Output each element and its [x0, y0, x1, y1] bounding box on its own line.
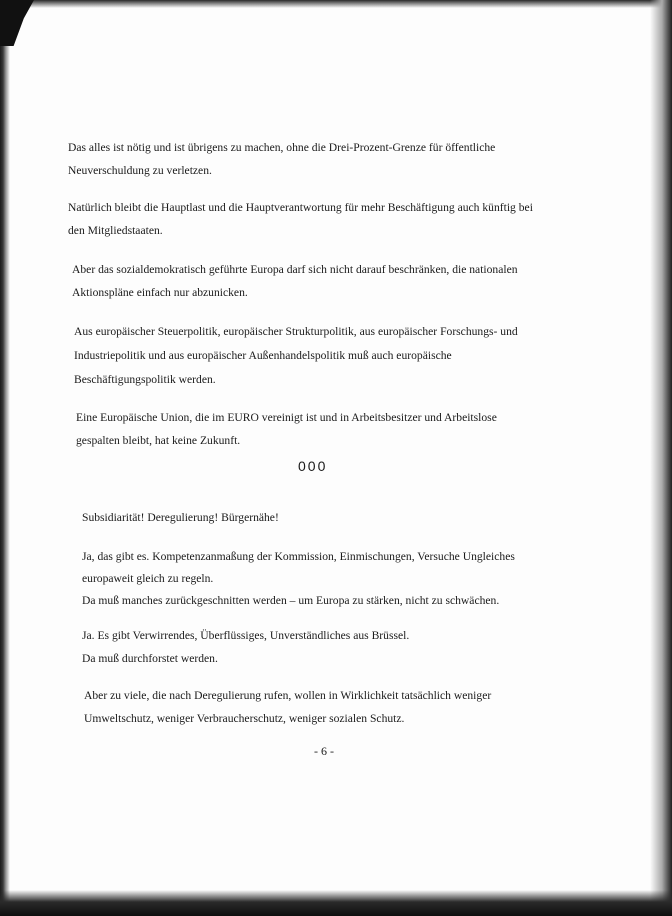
text-line: Aber das sozialdemokratisch geführte Europa darf sich nicht darauf beschränken, die nationalen	[72, 263, 518, 276]
text-line: Subsidiarität! Deregulierung! Bürgernähe!	[82, 511, 279, 524]
text-line: Neuverschuldung zu verletzen.	[68, 164, 212, 177]
paragraph-1	[68, 136, 495, 182]
scan-edge-top	[0, 0, 672, 8]
text-line: Umweltschutz, weniger Verbraucherschutz, weniger sozialen Schutz.	[84, 712, 405, 725]
text-line: Das alles ist nötig und ist übrigens zu machen, ohne die Drei-Prozent-Grenze für öffentliche	[68, 141, 496, 154]
section-divider: 000	[298, 458, 328, 474]
text-line: gespalten bleibt, hat keine Zukunft.	[76, 434, 241, 447]
scan-edge-right	[650, 0, 672, 916]
paragraph-9	[84, 684, 491, 730]
text-line: Da muß manches zurückgeschnitten werden – um Europa zu stärken, nicht zu schwächen.	[82, 594, 500, 607]
scan-edge-bottom	[0, 890, 672, 916]
paragraph-2	[68, 196, 533, 242]
paragraph-6	[82, 506, 279, 529]
text-line: den Mitgliedstaaten.	[68, 224, 163, 237]
text-line: Da muß durchforstet werden.	[82, 652, 218, 665]
scan-edge-left	[0, 0, 10, 916]
paragraph-3	[72, 258, 518, 304]
text-line: Industriepolitik und aus europäischer Außenhandelspolitik muß auch europäische	[74, 349, 452, 362]
text-line: europaweit gleich zu regeln.	[82, 572, 214, 585]
paragraph-8	[82, 624, 409, 670]
paragraph-4	[74, 320, 518, 392]
text-line: Ja. Es gibt Verwirrendes, Überflüssiges, Unverständliches aus Brüssel.	[82, 629, 410, 642]
text-line: Aber zu viele, die nach Deregulierung rufen, wollen in Wirklichkeit tatsächlich weniger	[84, 689, 492, 702]
text-line: Aktionspläne einfach nur abzunicken.	[72, 286, 248, 299]
text-line: Ja, das gibt es. Kompetenzanmaßung der Kommission, Einmischungen, Versuche Ungleiches	[82, 550, 515, 563]
text-line: Eine Europäische Union, die im EURO vereinigt ist und in Arbeitsbesitzer und Arbeitslose	[76, 411, 497, 424]
text-line: Aus europäischer Steuerpolitik, europäischer Strukturpolitik, aus europäischer Forschungs- und	[74, 325, 518, 338]
text-line: Beschäftigungspolitik werden.	[74, 373, 216, 386]
paragraph-5	[76, 406, 497, 452]
scan-corner-artifact	[0, 0, 34, 46]
page-number: - 6 -	[314, 744, 334, 758]
text-line: Natürlich bleibt die Hauptlast und die Hauptverantwortung für mehr Beschäftigung auch künftig bei	[68, 201, 533, 214]
paragraph-7	[82, 546, 515, 612]
